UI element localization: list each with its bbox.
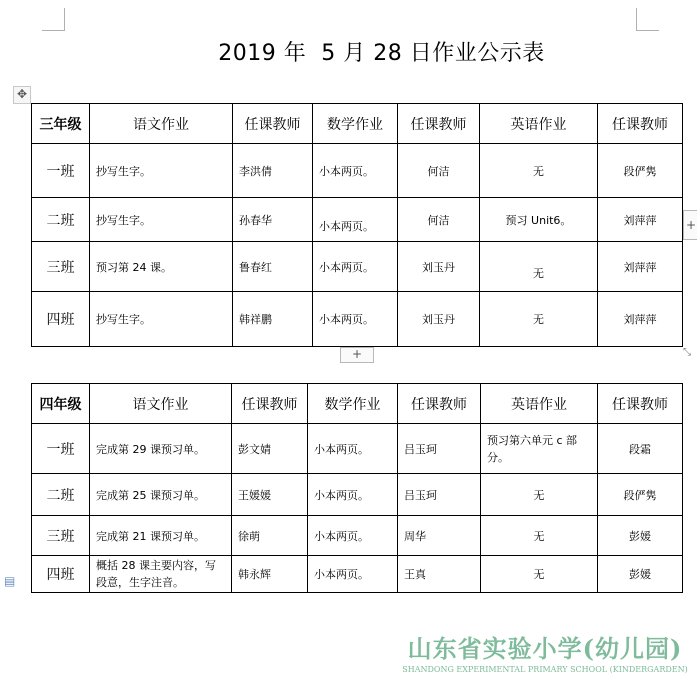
math-homework: 小本两页。 [313, 292, 398, 347]
english-homework: 无 [480, 292, 598, 347]
english-homework [480, 242, 598, 292]
table-header-row [32, 104, 683, 144]
english-homework: 无 [481, 516, 598, 556]
math-homework: 小本两页。 [308, 424, 398, 474]
table-row [32, 556, 683, 593]
math-teacher: 王真 [398, 556, 481, 593]
english-homework: 预习第六单元 c 部分。 [481, 424, 598, 474]
english-homework-text: 无 [533, 266, 544, 280]
chinese-teacher: 李洪倩 [233, 144, 313, 198]
header-chinese: 语文作业 [90, 104, 233, 144]
table-row [32, 424, 683, 474]
class-name: 一班 [32, 424, 90, 474]
english-teacher: 彭媛 [598, 556, 683, 593]
add-column-button[interactable]: + [683, 210, 697, 240]
chinese-homework: 抄写生字。 [90, 292, 233, 347]
title-day: 28 [373, 41, 403, 66]
table-header-row [32, 384, 683, 424]
english-teacher: 段俨隽 [598, 474, 683, 516]
english-homework: 无 [481, 474, 598, 516]
math-homework: 小本两页。 [308, 516, 398, 556]
table-row [32, 198, 683, 242]
chinese-teacher: 徐萌 [232, 516, 308, 556]
english-teacher: 刘萍萍 [598, 242, 683, 292]
english-homework: 无 [480, 144, 598, 198]
crop-mark-top-right [636, 8, 659, 31]
table-row [32, 144, 683, 198]
crop-mark-top-left [42, 8, 65, 31]
grade-label: 四年级 [32, 384, 90, 424]
header-chinese: 语文作业 [90, 384, 232, 424]
grade-label: 三年级 [32, 104, 90, 144]
school-logo-chinese: 山东省实验小学(幼儿园) [407, 634, 683, 663]
class-name: 二班 [32, 474, 90, 516]
math-teacher: 吕玉珂 [398, 424, 481, 474]
class-name: 四班 [32, 292, 90, 347]
math-homework: 小本两页。 [308, 556, 398, 593]
class-name: 三班 [32, 516, 90, 556]
english-homework: 无 [481, 556, 598, 593]
chinese-teacher: 彭文婧 [232, 424, 308, 474]
add-row-button[interactable]: + [340, 347, 374, 363]
math-teacher: 何洁 [398, 144, 480, 198]
header-teacher: 任课教师 [398, 104, 480, 144]
math-teacher: 吕玉珂 [398, 474, 481, 516]
chinese-homework: 概括 28 课主要内容，写段意，生字注音。 [90, 556, 232, 593]
chinese-teacher: 王媛媛 [232, 474, 308, 516]
english-teacher: 刘萍萍 [598, 198, 683, 242]
header-math: 数学作业 [313, 104, 398, 144]
english-teacher: 段霜 [598, 424, 683, 474]
class-name: 三班 [32, 242, 90, 292]
title-year-unit: 年 [283, 41, 307, 66]
header-english: 英语作业 [480, 104, 598, 144]
chinese-homework: 抄写生字。 [90, 144, 233, 198]
table-row [32, 474, 683, 516]
math-teacher: 刘玉丹 [398, 242, 480, 292]
layout-options-icon[interactable]: ▤ [4, 574, 16, 588]
table-resize-icon[interactable]: ⤡ [683, 347, 691, 358]
chinese-teacher: 孙春华 [233, 198, 313, 242]
chinese-homework: 完成第 25 课预习单。 [90, 474, 232, 516]
table-row [32, 242, 683, 292]
english-homework: 预习 Unit6。 [480, 198, 598, 242]
title-year: 2019 [218, 41, 277, 66]
table-row [32, 292, 683, 347]
header-teacher: 任课教师 [398, 384, 481, 424]
table-row [32, 516, 683, 556]
english-teacher: 刘萍萍 [598, 292, 683, 347]
math-homework: 小本两页。 [313, 144, 398, 198]
class-name: 四班 [32, 556, 90, 593]
math-homework: 小本两页。 [308, 474, 398, 516]
table-move-handle-icon[interactable]: ✥ [13, 86, 31, 104]
chinese-homework: 抄写生字。 [90, 198, 233, 242]
class-name: 二班 [32, 198, 90, 242]
english-teacher: 段俨隽 [598, 144, 683, 198]
chinese-teacher: 韩祥鹏 [233, 292, 313, 347]
title-month: 5 [321, 41, 336, 66]
math-teacher: 周华 [398, 516, 481, 556]
chinese-homework: 预习第 24 课。 [90, 242, 233, 292]
chinese-homework: 完成第 29 课预习单。 [90, 424, 232, 474]
header-teacher: 任课教师 [232, 384, 308, 424]
math-teacher: 何洁 [398, 198, 480, 242]
school-logo-english: SHANDONG EXPERIMENTAL PRIMARY SCHOOL (KINDERGARDEN) [402, 665, 688, 674]
page-title [0, 36, 697, 67]
math-homework-text: 小本两页。 [319, 219, 374, 233]
class-name: 一班 [32, 144, 90, 198]
title-rest: 日作业公示表 [409, 41, 545, 66]
header-teacher: 任课教师 [233, 104, 313, 144]
chinese-teacher: 鲁春红 [233, 242, 313, 292]
grade4-homework-table [31, 383, 683, 593]
chinese-teacher: 韩永辉 [232, 556, 308, 593]
header-teacher: 任课教师 [598, 104, 683, 144]
english-teacher: 彭媛 [598, 516, 683, 556]
grade3-homework-table [31, 103, 683, 347]
math-homework [313, 198, 398, 242]
title-month-unit: 月 [343, 41, 366, 66]
header-math: 数学作业 [308, 384, 398, 424]
math-teacher: 刘玉丹 [398, 292, 480, 347]
header-teacher: 任课教师 [598, 384, 683, 424]
header-english: 英语作业 [481, 384, 598, 424]
school-logo [398, 634, 692, 676]
math-homework: 小本两页。 [313, 242, 398, 292]
chinese-homework: 完成第 21 课预习单。 [90, 516, 232, 556]
